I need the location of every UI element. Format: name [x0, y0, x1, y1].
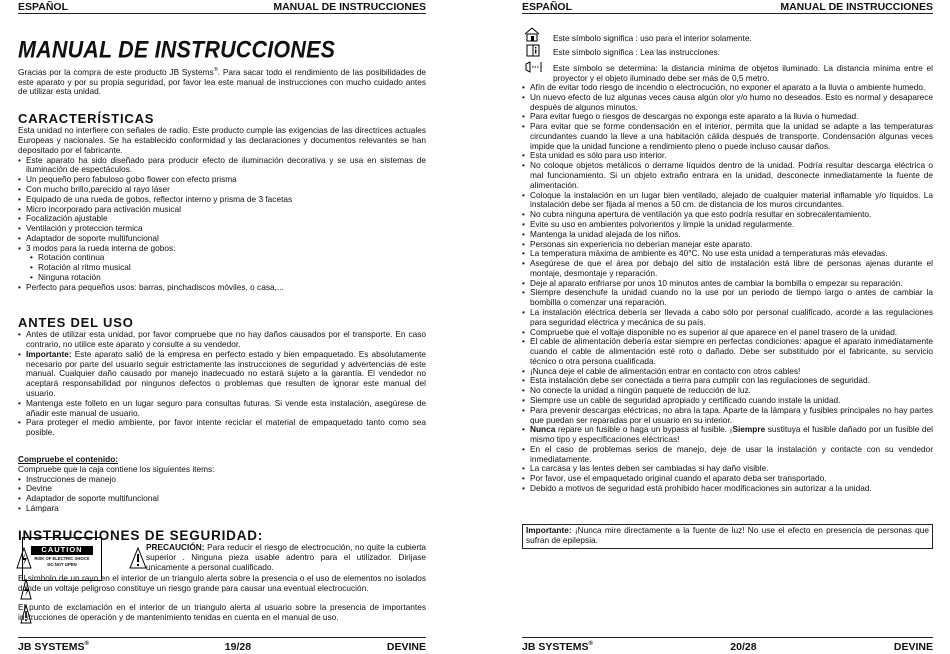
contents-heading: Compruebe el contenido: [18, 454, 119, 464]
list-item: • Debido a motivos de seguridad está prohibido hacer modificaciones sin autorizar a la unidad. [522, 484, 933, 494]
list-item [522, 425, 933, 445]
safety-list-section [522, 83, 933, 494]
features-heading: CARACTERÍSTICAS [18, 111, 155, 126]
features-list [18, 156, 426, 254]
list-item: • En el caso de problemas serios de manejo, deje de usar la instalación y contacte con su vendedor inmediatamente. [522, 445, 933, 465]
exclamation-text: El punto de exclamación en el interior de un triangulo alerta al usuario sobre la presencia de importantes instrucciones de operación y de mantenimiento tenidas en cuenta en el manual de uso. [18, 602, 426, 622]
list-item: • 3 modos para la rueda interna de gobos: [18, 244, 426, 254]
contents-list [18, 475, 426, 514]
exclamation-triangle-icon [129, 547, 147, 569]
list-item: • Deje al aparato enfriarse por unos 10 minutos antes de cambiar la bombilla o empezar su reparación. [522, 279, 933, 289]
distance-text: Este símbolo se determina: la distancia mínima de objetos iluminado. La distancia mínima entre el proyector y el objeto iluminado debe ser más de 0,5 metro. [553, 63, 933, 83]
read-instructions-book-icon [526, 44, 540, 57]
always-text: sustituya el fusible dañado por un fusible del mismo tipo y especificaciones eléctricas! [530, 424, 933, 445]
notice-text: ¡Nunca mire directamente a la fuente de luz! No use el efecto en presencia de personas que sufran de epilepsia. [526, 525, 929, 545]
intro-registered: ® [213, 67, 218, 73]
list-item: • Un nuevo efecto de luz algunas veces causa algún olor y/o humo no deseados. Esto es normal y desaparece después de algunos minutos. [522, 93, 933, 113]
footer-registered: ® [84, 641, 89, 647]
notice-label: Importante: [526, 525, 572, 535]
indoor-use-symbol-text [553, 34, 933, 44]
never-label: Nunca [530, 424, 556, 435]
features-section [18, 111, 426, 293]
list-item: • Focalización ajustable [18, 214, 426, 224]
page-header [18, 0, 426, 14]
list-item: • No conecte la unidad a ningún paquete de reducción de luz. [522, 386, 933, 396]
never-text: repare un fusible o haga un bypass al fusible. ¡ [555, 424, 733, 435]
before-use-section [18, 315, 426, 438]
list-item: • La carcasa y las lentes deben ser cambiadas si hay daño visible. [522, 464, 933, 474]
page-number: 19/28 [224, 641, 252, 653]
caution-title: CAUTION [31, 546, 93, 555]
list-item: • Evite su uso en ambientes polvorientos y limpie la unidad regularmente. [522, 220, 933, 230]
lightning-text: El simbolo de un rayo en el interior de un triangulo alerta sobre la presencia o el uso de elementos no isolados donde un voltaje peligroso constituye un riesgo grande para causar una eventual electrocución. [18, 573, 426, 593]
intro-text-a: Gracias por la compra de este producto JB Systems [18, 66, 214, 77]
footer-product: DEVINE [893, 641, 933, 653]
list-item: • Adaptador de soporte multifuncional [18, 494, 426, 504]
list-item: • Para proteger el medio ambiente, por favor intente reciclar el material de empaquetado tanto como sea posible. [18, 418, 426, 438]
safety-list [522, 83, 933, 494]
list-item: • Rotación al ritmo musical [18, 263, 426, 273]
header-manual-title: MANUAL DE INSTRUCCIONES [273, 0, 426, 13]
gobo-modes-list [18, 253, 426, 282]
list-item: • Asegúrese de que el área por debajo del sitio de instalación está libre de personas ajenas durante el montaje, desmontaje y reparación. [522, 259, 933, 279]
list-item: • El cable de alimentación debería estar siempre en perfectas condiciones: apague el aparato inmediatamente cuando el cable de alimentación esté roto o dañado. Debe ser substituido por el fabricante, su servicio técnico o otra persona cualificada. [522, 337, 933, 366]
footer-registered: ® [588, 641, 593, 647]
list-item: • Instrucciones de manejo [18, 475, 426, 485]
footer-brand: JB SYSTEMS [18, 641, 85, 653]
precaution-paragraph [146, 543, 426, 572]
list-item: • Esta instalación debe ser conectada a tierra para cumplir con las regulaciones de seguridad. [522, 376, 933, 386]
header-language: ESPAÑOL [522, 0, 572, 13]
intro-paragraph [18, 67, 426, 97]
list-item: • Compruebe que el voltaje disponible no es superior al que aparece en el panel trasero de la unidad. [522, 328, 933, 338]
list-item: • Personas sin experiencia no deberían manejar este aparato. [522, 240, 933, 250]
list-item: • Por favor, use el empaquetado original cuando el aparato deba ser transportado. [522, 474, 933, 484]
left-page [18, 0, 426, 654]
page-number: 20/28 [730, 641, 757, 653]
page-header [522, 0, 933, 14]
lightning-explanation [18, 574, 426, 594]
list-item: • Un pequeño pero fabuloso gobo flower con efecto prisma [18, 175, 426, 185]
footer-product: DEVINE [386, 641, 426, 653]
list-item: • Antes de utilizar esta unidad, por favor compruebe que no hay daños causados por el transporte. En caso contrario, no utilice este aparato y consulte a su vendedor. [18, 330, 426, 350]
page-footer [18, 637, 426, 653]
intro-text-b: . Para sacar todo el rendimiento de las posibilidades de este aparato y por su propia seguridad, por favor lea este manual de instrucciones con mucho cuidado antes de utilizar esta unidad. [18, 66, 426, 97]
precaution-text: Para reducir el riesgo de electrocución, no quite la cubierta superior . Ninguna pieza usable adentro para el utilizador. Dirijase unicamente a personal cualificado. [146, 542, 426, 572]
header-manual-title: MANUAL DE INSTRUCCIONES [780, 0, 933, 13]
list-item: • No coloque objetos metálicos o derrame líquidos dentro de la unidad. Podría resultar descarga eléctrica o mal funcionamiento. Si un objeto extraño entrara en la unidad, desconecte inmediatamente la fuente de alimentación. [522, 161, 933, 190]
list-item: • ¡Nunca deje el cable de alimentación entrar en contacto con otros cables! [522, 367, 933, 377]
contents-check-section [18, 455, 426, 514]
list-item: • Micro incorporado para activación musical [18, 205, 426, 215]
lightning-triangle-icon [16, 547, 32, 569]
list-item: • Afín de evitar todo riesgo de incendio o electrocución, no exponer el aparato a la lluvia o ambiente humedo. [522, 83, 933, 93]
read-instructions-text: Este símbolo significa : Lea las instrucciones. [553, 47, 720, 57]
list-item [18, 350, 426, 399]
list-item: • Esta unidad es sólo para uso interior. [522, 151, 933, 161]
header-language: ESPAÑOL [18, 0, 68, 13]
list-item: • Adaptador de soporte multifuncional [18, 234, 426, 244]
read-instructions-symbol-text [553, 48, 933, 58]
list-item: • Para evitar que se forme condensación en el interior, permita que la unidad se adapte a las temperaturas circundantes cuando la lleve a una habitación cálida después de transporte. Condensación algunas veces impide que la unidad funcione a rendimiento pleno o puede incluso causar daños. [522, 122, 933, 151]
safety-heading: INSTRUCCIONES DE SEGURIDAD: [18, 528, 264, 543]
footer-brand: JB SYSTEMS [522, 641, 589, 653]
always-label: Siempre [732, 424, 766, 435]
important-text: Este aparato salió de la empresa en perfecto estado y bien empaquetado. Es absolutamente necesario por parte del usuario seguir estrictamente las instrucciones de seguridad y advertencias de este manual. Cualquier daño causado por manejo inadecuado no estará sujeto a la garantía. El vendedor no aceptará responsabilidad por ningunos defectos o problemas que resulten de ignorar este manual del usuario. [26, 348, 426, 399]
caution-risk: RISK OF ELECTRIC SHOCK [34, 555, 90, 561]
minimum-distance-icon [524, 61, 544, 73]
contents-intro: Compruebe que la caja contiene los siguientes items: [18, 463, 215, 474]
list-item: • Devine [18, 484, 426, 494]
list-item: • Mantenga este folleto en un lugar seguro para consultas futuras. Si vende esta instalación, asegúrese de añadir este manual de usuario. [18, 399, 426, 419]
list-item: • Para evitar fuego o riesgos de descargas no exponga este aparato a la lluvia o humedad. [522, 112, 933, 122]
list-item: • No cubra ninguna apertura de ventilación ya que esto podría resultar en sobrecalentamiento. [522, 210, 933, 220]
list-item: • Equipado de una rueda de gobos, reflector interno y prisma de 3 facetas [18, 195, 426, 205]
indoor-use-text: Este símbolo significa : uso para el interior solamente. [553, 33, 752, 43]
list-item: • Siempre desenchufe la unidad cuando no la use por un periodo de tiempo largo o antes de cambiar la bombilla o comenzar una reparación. [522, 288, 933, 308]
list-item: • Para prevenir descargas eléctricas, no abra la tapa. Aparte de la lámpara y fusibles principales no hay partes que puedan ser reparadas por el usuario en su interior. [522, 406, 933, 426]
list-item: • Mantenga la unidad alejada de los niños. [522, 230, 933, 240]
list-item: • La instalación eléctrica debería ser llevada a cabo sólo por personal cualificado, acorde a las regulaciones para seguridad eléctrica y mecánica de su país. [522, 308, 933, 328]
list-item: • Coloque la instalación en un lugar bien ventilado, alejado de cualquier material inflamable y/o líquidos. La instalación debe ser fijada al menos a 50 cm. de distancia de los muros circundantes. [522, 191, 933, 211]
features-intro: Esta unidad no interfiere con señales de radio. Este producto cumple las exigencias de las directrices actuales Europeas y nacionales. Se ha establecido conformidad y las declaraciones y documentos relevantes se han depositado por el fabricante. [18, 125, 426, 155]
list-item: • Siempre use un cable de seguridad apropiado y certificado cuando instale la unidad. [522, 396, 933, 406]
precaution-label: PRECAUCIÓN: [146, 542, 205, 552]
exclamation-explanation [18, 603, 426, 623]
manual-title: MANUAL DE INSTRUCCIONES [18, 36, 336, 63]
page-footer [522, 637, 933, 653]
indoor-use-house-icon [524, 27, 540, 42]
right-page [522, 0, 933, 654]
list-item: • Perfecto para pequeños usos: barras, pinchadiscos móviles, o casa,... [18, 283, 426, 293]
before-use-heading: ANTES DEL USO [18, 315, 134, 330]
important-notice-box [522, 524, 933, 549]
distance-symbol-text [553, 64, 933, 84]
important-label: Importante: [26, 348, 72, 359]
list-item: • Ventilación y proteccion termica [18, 224, 426, 234]
list-item: • Con mucho brillo,parecido al rayo láser [18, 185, 426, 195]
list-item: • Este aparato ha sido diseñado para producir efecto de iluminación decorativa y se usa en sistemas de iluminación de espectáculos. [18, 156, 426, 176]
before-use-list [18, 330, 426, 438]
list-item: • Lámpara [18, 504, 426, 514]
list-item: • La temperatura máxima de ambiente es 40°C. No use esta unidad a temperaturas más elevadas. [522, 249, 933, 259]
list-item: • Rotación continua [18, 253, 426, 263]
caution-do-not-open: DO NOT OPEN [47, 562, 77, 568]
list-item: • Ninguna rotación [18, 273, 426, 283]
